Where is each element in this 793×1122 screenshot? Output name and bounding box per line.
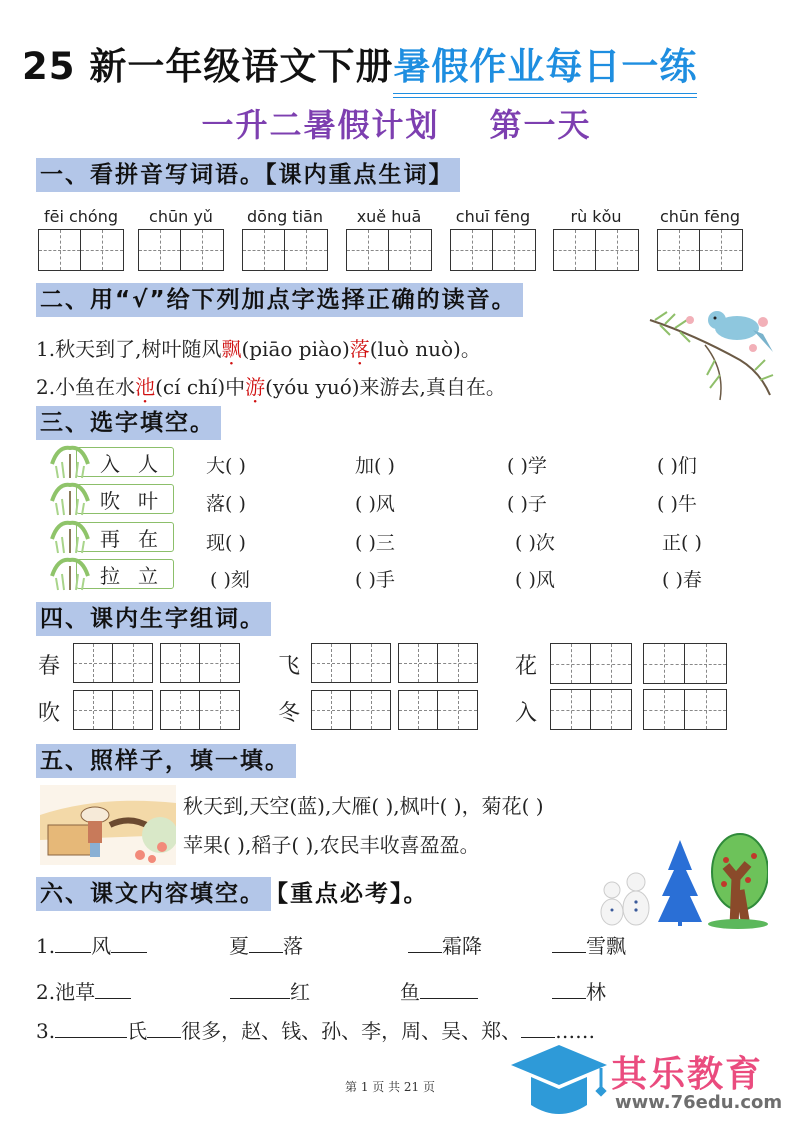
- pinyin-label: fēi chóng: [43, 207, 119, 226]
- blank-line[interactable]: [408, 935, 442, 953]
- choice-chars: 入人: [100, 452, 176, 476]
- recite-row-1: [36, 930, 147, 959]
- surname-list: 很多，赵、钱、孙、李，周、吴、郑、: [181, 1019, 522, 1043]
- fixed-char: 鱼: [400, 980, 420, 1004]
- dotted-char: 池: [135, 375, 156, 399]
- writing-grid[interactable]: [657, 229, 743, 271]
- section-6-tag: 【重点必考】。: [265, 881, 429, 907]
- fill-blank[interactable]: 落( ): [206, 493, 246, 515]
- blank-line[interactable]: [147, 1020, 181, 1038]
- pinyin-label: rù kǒu: [570, 207, 622, 226]
- writing-grid[interactable]: [398, 643, 478, 683]
- fill-blank[interactable]: ( )三: [355, 532, 395, 554]
- harvest-scene-illustration: [40, 785, 176, 865]
- fixed-char: 氏: [127, 1019, 148, 1043]
- writing-grid[interactable]: [160, 690, 240, 730]
- title-grade: 25 新一年级语文下册: [22, 45, 394, 88]
- choice-box: [44, 483, 174, 515]
- section-6-title: 六、课文内容填空。: [36, 877, 271, 911]
- page-number: 第 1 页 共 21 页: [345, 1080, 435, 1094]
- writing-grid[interactable]: [73, 643, 153, 683]
- writing-grid[interactable]: [643, 689, 727, 730]
- writing-grid[interactable]: [311, 643, 391, 683]
- writing-grid[interactable]: [550, 689, 632, 730]
- blank-line[interactable]: [230, 981, 290, 999]
- blank-line[interactable]: [552, 981, 586, 999]
- fill-blank[interactable]: ( )牛: [657, 493, 697, 515]
- choice-box: [44, 446, 174, 478]
- pinyin-label: xuě huā: [356, 207, 422, 226]
- blank-line[interactable]: [521, 1020, 555, 1038]
- fill-blank[interactable]: ( )子: [507, 493, 547, 515]
- writing-grid[interactable]: [553, 229, 639, 271]
- writing-grid[interactable]: [346, 229, 432, 271]
- subtitle-plan: 一升二暑假计划: [201, 106, 440, 144]
- choice-chars: 吹叶: [100, 489, 176, 513]
- subtitle: [0, 100, 793, 146]
- recite-row-3: [36, 1015, 595, 1044]
- writing-grid[interactable]: [38, 229, 124, 271]
- pinyin-label: chūn yǔ: [149, 207, 213, 226]
- document-title: [22, 38, 697, 90]
- pinyin-options[interactable]: (piāo piào): [241, 337, 350, 361]
- writing-grid[interactable]: [73, 690, 153, 730]
- section-2-title: 二、用“√”给下列加点字选择正确的读音。: [36, 283, 523, 317]
- pinyin-label: chuī fēng: [455, 207, 531, 226]
- graduation-cap-icon: [509, 1043, 609, 1119]
- blank-line[interactable]: [111, 935, 147, 953]
- question-2-2: [36, 371, 506, 400]
- section-5-title: 五、照样子，填一填。: [36, 744, 296, 778]
- writing-grid[interactable]: [450, 229, 536, 271]
- recite-row-2-d: [552, 976, 606, 1005]
- dotted-char: 游: [245, 375, 266, 399]
- fill-blank[interactable]: 现( ): [206, 532, 246, 554]
- recite-row-1-c: [408, 930, 482, 959]
- example-line-2[interactable]: 苹果( ),稻子( ),农民丰收喜盈盈。: [183, 833, 480, 857]
- writing-grid[interactable]: [398, 690, 478, 730]
- fill-blank[interactable]: ( )手: [355, 569, 395, 591]
- writing-grid[interactable]: [138, 229, 224, 271]
- choice-chars: 再在: [100, 527, 176, 551]
- fill-blank[interactable]: ( )们: [657, 455, 697, 477]
- pinyin-options[interactable]: (yóu yuó)来游去,真自在。: [265, 375, 506, 399]
- fixed-char: 林: [586, 980, 606, 1004]
- section-3-title: 三、选字填空。: [36, 406, 221, 440]
- pinyin-options[interactable]: (cí chí)中: [155, 375, 246, 399]
- item-number: 3.: [36, 1019, 56, 1043]
- brand-name: 其乐教育: [611, 1054, 764, 1095]
- pinyin-label: dōng tiān: [247, 207, 323, 226]
- vocab-char: 春: [38, 654, 61, 679]
- blank-line[interactable]: [552, 935, 586, 953]
- recite-row-2-b: [230, 976, 310, 1005]
- fixed-char: 红: [290, 980, 310, 1004]
- blank-line[interactable]: [249, 935, 283, 953]
- vocab-char: 冬: [278, 701, 301, 726]
- fixed-chars: 霜降: [442, 934, 482, 958]
- choice-chars: 拉立: [100, 564, 176, 588]
- bird-on-branch-illustration: [645, 300, 793, 410]
- ellipsis: ……: [555, 1019, 596, 1043]
- brand-url[interactable]: www.76edu.com: [615, 1092, 783, 1113]
- fixed-chars: 2.池草: [36, 980, 96, 1004]
- pinyin-label: chūn fēng: [659, 207, 741, 226]
- fill-blank[interactable]: ( )次: [515, 532, 555, 554]
- writing-grid[interactable]: [160, 643, 240, 683]
- choice-box: [44, 558, 174, 590]
- recite-row-1-b: [229, 930, 303, 959]
- choice-box: [44, 521, 174, 553]
- vocab-char: 花: [515, 654, 538, 679]
- writing-grid[interactable]: [550, 643, 632, 684]
- section-1-title: 一、看拼音写词语。【课内重点生词】: [36, 158, 460, 192]
- fill-blank[interactable]: ( )春: [662, 569, 702, 591]
- blank-line[interactable]: [95, 981, 131, 999]
- dotted-char: 飘: [221, 337, 242, 361]
- item-number: 1.: [36, 934, 56, 958]
- willow-tree-icon: [48, 556, 92, 592]
- fixed-char: 风: [91, 934, 112, 958]
- fill-blank[interactable]: ( )学: [507, 455, 547, 477]
- example-line-1[interactable]: 秋天到,天空(蓝),大雁( ),枫叶( )，菊花( ): [183, 794, 544, 818]
- subtitle-day: 第一天: [489, 106, 592, 144]
- writing-grid[interactable]: [311, 690, 391, 730]
- section-4-title: 四、课内生字组词。: [36, 602, 271, 636]
- writing-grid[interactable]: [643, 643, 727, 684]
- blank-line[interactable]: [55, 935, 91, 953]
- recite-row-2-c: [400, 976, 478, 1005]
- vocab-char: 入: [515, 701, 538, 726]
- pinyin-options[interactable]: (luò nuò)。: [369, 337, 481, 361]
- winter-scene-illustration: [598, 830, 768, 930]
- fill-blank[interactable]: 大( ): [206, 455, 246, 477]
- question-2-1: [36, 333, 481, 362]
- vocab-char: 飞: [278, 654, 301, 679]
- recite-row-1-d: [552, 930, 626, 959]
- fill-blank[interactable]: ( )风: [355, 493, 395, 515]
- fill-blank[interactable]: 加( ): [355, 455, 395, 477]
- willow-tree-icon: [48, 519, 92, 555]
- writing-grid[interactable]: [242, 229, 328, 271]
- recite-row-2: [36, 976, 131, 1005]
- dotted-char: 落: [349, 337, 370, 361]
- fixed-char: 夏: [229, 934, 249, 958]
- blank-line[interactable]: [420, 981, 478, 999]
- fill-blank[interactable]: ( )刻: [210, 569, 250, 591]
- fixed-chars: 雪飘: [586, 934, 626, 958]
- fill-blank[interactable]: 正( ): [662, 532, 702, 554]
- vocab-char: 吹: [38, 701, 61, 726]
- fill-blank[interactable]: ( )风: [515, 569, 555, 591]
- title-practice: 暑假作业每日一练: [393, 36, 697, 90]
- willow-tree-icon: [48, 481, 92, 517]
- willow-tree-icon: [48, 444, 92, 480]
- fixed-char: 落: [283, 934, 303, 958]
- sentence-text: 1.秋天到了,树叶随风: [36, 337, 222, 361]
- sentence-text: 2.小鱼在水: [36, 375, 136, 399]
- blank-line[interactable]: [55, 1020, 127, 1038]
